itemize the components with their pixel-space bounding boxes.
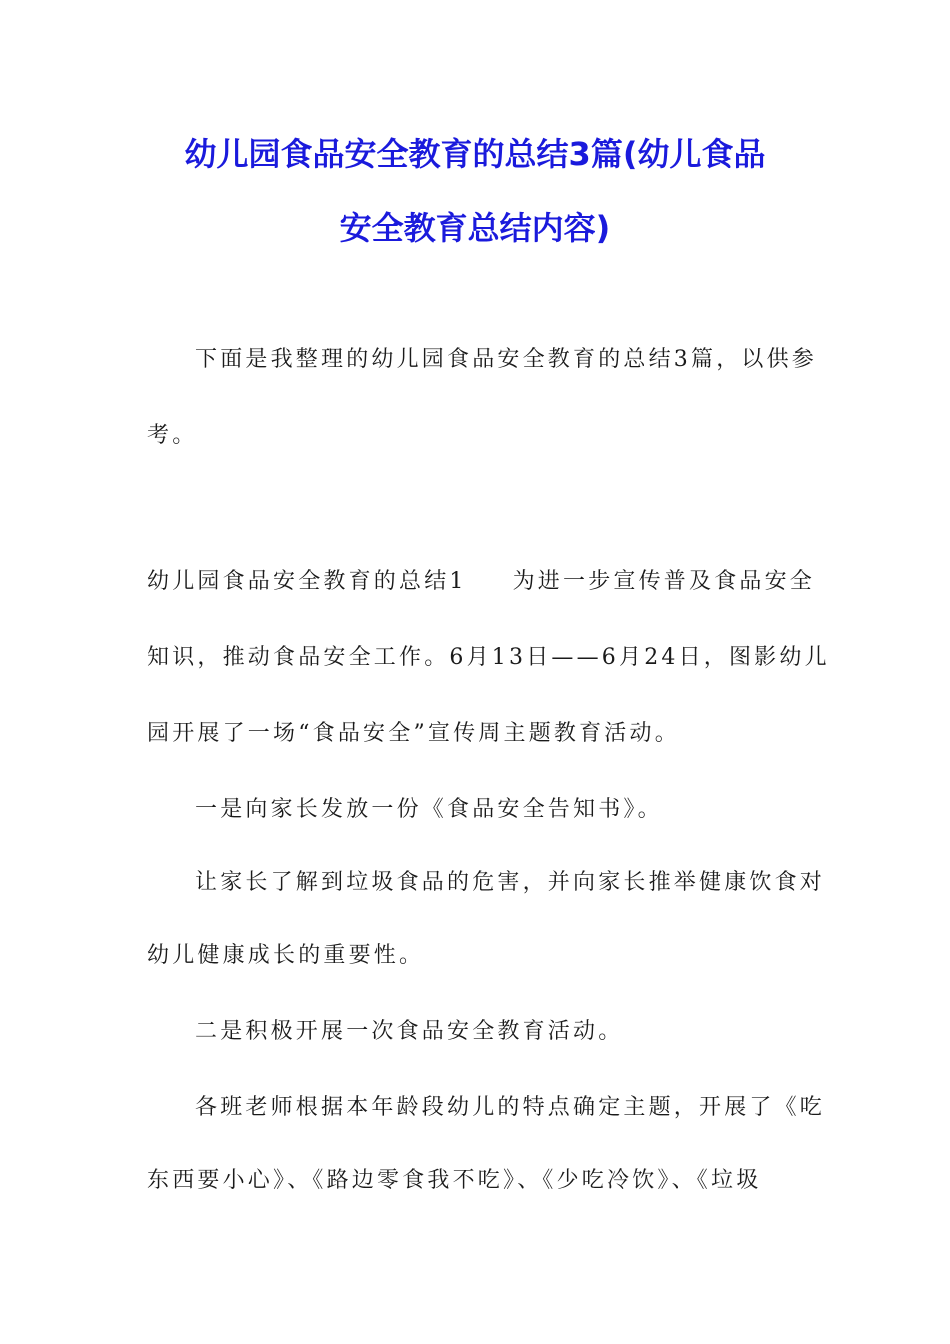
section1-line1-text: 为进一步宣传普及食品安全 [512, 569, 816, 594]
paragraph-2: 一是向家长发放一份《食品安全告知书》。 [195, 797, 663, 822]
paragraph-4: 二是积极开展一次食品安全教育活动。 [195, 1019, 624, 1044]
document-title-line-2: 安全教育总结内容) [339, 209, 611, 247]
section1-first-line [147, 567, 816, 597]
document-title-line-1: 幼儿园食品安全教育的总结3篇(幼儿食品 [184, 135, 766, 173]
section1-heading: 幼儿园食品安全教育的总结1 [147, 569, 467, 594]
section1-line-2: 知识，推动食品安全工作。6月13日——6月24日，图影幼儿 [147, 645, 830, 670]
section1-line-3: 园开展了一场“食品安全”宣传周主题教育活动。 [147, 721, 680, 746]
paragraph-3-line-2: 幼儿健康成长的重要性。 [147, 943, 425, 968]
paragraph-5-line-2: 东西要小心》、《路边零食我不吃》、《少吃冷饮》、《垃圾 [147, 1168, 762, 1193]
intro-paragraph-line-2: 考。 [147, 423, 198, 448]
paragraph-3-line-1: 让家长了解到垃圾食品的危害，并向家长推举健康饮食对 [195, 870, 826, 895]
paragraph-5-line-1: 各班老师根据本年龄段幼儿的特点确定主题，开展了《吃 [195, 1095, 826, 1120]
intro-paragraph-line-1: 下面是我整理的幼儿园食品安全教育的总结3篇，以供参 [195, 347, 817, 372]
